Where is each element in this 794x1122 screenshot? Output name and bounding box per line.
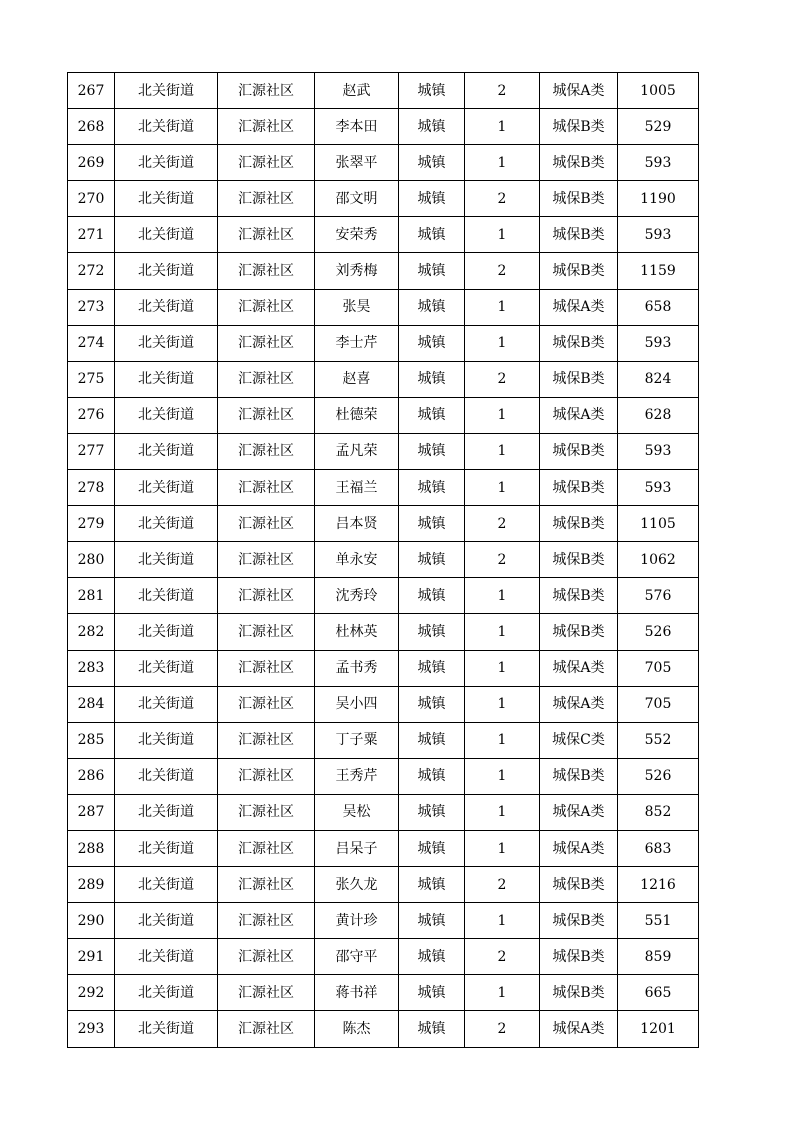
serial-number-cell: 269 <box>68 145 115 181</box>
serial-number-cell: 290 <box>68 903 115 939</box>
table-row <box>68 470 699 506</box>
area-type-cell: 城镇 <box>399 903 465 939</box>
name-cell: 邵文明 <box>315 181 399 217</box>
name-cell: 吴松 <box>315 794 399 830</box>
name-cell: 刘秀梅 <box>315 253 399 289</box>
name-cell: 孟书秀 <box>315 650 399 686</box>
area-type-cell: 城镇 <box>399 433 465 469</box>
name-cell: 杜德荣 <box>315 397 399 433</box>
table-row <box>68 109 699 145</box>
subdistrict-cell: 北关街道 <box>115 903 218 939</box>
serial-number-cell: 293 <box>68 1011 115 1047</box>
subdistrict-cell: 北关街道 <box>115 614 218 650</box>
household-size-cell: 1 <box>465 145 540 181</box>
area-type-cell: 城镇 <box>399 867 465 903</box>
area-type-cell: 城镇 <box>399 361 465 397</box>
name-cell: 赵武 <box>315 73 399 109</box>
household-size-cell: 1 <box>465 289 540 325</box>
amount-cell: 576 <box>618 578 699 614</box>
household-size-cell: 1 <box>465 975 540 1011</box>
category-cell: 城保C类 <box>540 722 618 758</box>
serial-number-cell: 275 <box>68 361 115 397</box>
category-cell: 城保B类 <box>540 217 618 253</box>
table-row <box>68 542 699 578</box>
household-size-cell: 1 <box>465 650 540 686</box>
community-cell: 汇源社区 <box>218 903 315 939</box>
serial-number-cell: 286 <box>68 758 115 794</box>
serial-number-cell: 271 <box>68 217 115 253</box>
category-cell: 城保B类 <box>540 867 618 903</box>
amount-cell: 628 <box>618 397 699 433</box>
household-size-cell: 1 <box>465 722 540 758</box>
table-row <box>68 794 699 830</box>
category-cell: 城保A类 <box>540 397 618 433</box>
table-row <box>68 325 699 361</box>
table-row <box>68 903 699 939</box>
subdistrict-cell: 北关街道 <box>115 506 218 542</box>
subdistrict-cell: 北关街道 <box>115 830 218 866</box>
amount-cell: 529 <box>618 109 699 145</box>
amount-cell: 683 <box>618 830 699 866</box>
subdistrict-cell: 北关街道 <box>115 217 218 253</box>
table-body <box>68 73 699 1048</box>
household-size-cell: 2 <box>465 361 540 397</box>
subdistrict-cell: 北关街道 <box>115 794 218 830</box>
category-cell: 城保B类 <box>540 109 618 145</box>
subdistrict-cell: 北关街道 <box>115 650 218 686</box>
subdistrict-cell: 北关街道 <box>115 939 218 975</box>
table-row <box>68 181 699 217</box>
serial-number-cell: 267 <box>68 73 115 109</box>
amount-cell: 705 <box>618 686 699 722</box>
subdistrict-cell: 北关街道 <box>115 109 218 145</box>
area-type-cell: 城镇 <box>399 217 465 253</box>
category-cell: 城保A类 <box>540 686 618 722</box>
community-cell: 汇源社区 <box>218 181 315 217</box>
amount-cell: 1201 <box>618 1011 699 1047</box>
name-cell: 王福兰 <box>315 470 399 506</box>
area-type-cell: 城镇 <box>399 614 465 650</box>
community-cell: 汇源社区 <box>218 1011 315 1047</box>
name-cell: 张昊 <box>315 289 399 325</box>
area-type-cell: 城镇 <box>399 506 465 542</box>
table-row <box>68 145 699 181</box>
serial-number-cell: 288 <box>68 830 115 866</box>
serial-number-cell: 291 <box>68 939 115 975</box>
household-size-cell: 1 <box>465 578 540 614</box>
amount-cell: 658 <box>618 289 699 325</box>
community-cell: 汇源社区 <box>218 217 315 253</box>
subdistrict-cell: 北关街道 <box>115 361 218 397</box>
name-cell: 陈杰 <box>315 1011 399 1047</box>
serial-number-cell: 287 <box>68 794 115 830</box>
subdistrict-cell: 北关街道 <box>115 722 218 758</box>
community-cell: 汇源社区 <box>218 470 315 506</box>
community-cell: 汇源社区 <box>218 867 315 903</box>
area-type-cell: 城镇 <box>399 758 465 794</box>
name-cell: 沈秀玲 <box>315 578 399 614</box>
category-cell: 城保B类 <box>540 433 618 469</box>
serial-number-cell: 289 <box>68 867 115 903</box>
area-type-cell: 城镇 <box>399 253 465 289</box>
category-cell: 城保A类 <box>540 650 618 686</box>
name-cell: 张翠平 <box>315 145 399 181</box>
table-row <box>68 217 699 253</box>
name-cell: 孟凡荣 <box>315 433 399 469</box>
serial-number-cell: 273 <box>68 289 115 325</box>
household-size-cell: 1 <box>465 109 540 145</box>
name-cell: 王秀芹 <box>315 758 399 794</box>
category-cell: 城保A类 <box>540 794 618 830</box>
subdistrict-cell: 北关街道 <box>115 253 218 289</box>
community-cell: 汇源社区 <box>218 289 315 325</box>
amount-cell: 1190 <box>618 181 699 217</box>
serial-number-cell: 280 <box>68 542 115 578</box>
serial-number-cell: 270 <box>68 181 115 217</box>
category-cell: 城保A类 <box>540 830 618 866</box>
name-cell: 丁子粟 <box>315 722 399 758</box>
area-type-cell: 城镇 <box>399 1011 465 1047</box>
table-row <box>68 578 699 614</box>
table-row <box>68 1011 699 1047</box>
subdistrict-cell: 北关街道 <box>115 758 218 794</box>
household-size-cell: 1 <box>465 217 540 253</box>
category-cell: 城保A类 <box>540 73 618 109</box>
community-cell: 汇源社区 <box>218 506 315 542</box>
household-size-cell: 1 <box>465 830 540 866</box>
table-row <box>68 253 699 289</box>
household-size-cell: 2 <box>465 253 540 289</box>
table-row <box>68 650 699 686</box>
name-cell: 杜林英 <box>315 614 399 650</box>
area-type-cell: 城镇 <box>399 830 465 866</box>
name-cell: 蒋书祥 <box>315 975 399 1011</box>
table-row <box>68 614 699 650</box>
category-cell: 城保A类 <box>540 1011 618 1047</box>
category-cell: 城保B类 <box>540 542 618 578</box>
area-type-cell: 城镇 <box>399 542 465 578</box>
community-cell: 汇源社区 <box>218 614 315 650</box>
serial-number-cell: 284 <box>68 686 115 722</box>
household-size-cell: 2 <box>465 181 540 217</box>
table-row <box>68 506 699 542</box>
area-type-cell: 城镇 <box>399 975 465 1011</box>
name-cell: 安荣秀 <box>315 217 399 253</box>
category-cell: 城保B类 <box>540 181 618 217</box>
category-cell: 城保B类 <box>540 145 618 181</box>
community-cell: 汇源社区 <box>218 794 315 830</box>
community-cell: 汇源社区 <box>218 397 315 433</box>
category-cell: 城保B类 <box>540 506 618 542</box>
area-type-cell: 城镇 <box>399 181 465 217</box>
category-cell: 城保B类 <box>540 325 618 361</box>
amount-cell: 593 <box>618 325 699 361</box>
name-cell: 李本田 <box>315 109 399 145</box>
community-cell: 汇源社区 <box>218 325 315 361</box>
area-type-cell: 城镇 <box>399 939 465 975</box>
household-size-cell: 1 <box>465 758 540 794</box>
category-cell: 城保B类 <box>540 578 618 614</box>
amount-cell: 552 <box>618 722 699 758</box>
serial-number-cell: 278 <box>68 470 115 506</box>
amount-cell: 824 <box>618 361 699 397</box>
household-size-cell: 1 <box>465 686 540 722</box>
name-cell: 李士芹 <box>315 325 399 361</box>
serial-number-cell: 292 <box>68 975 115 1011</box>
community-cell: 汇源社区 <box>218 939 315 975</box>
subdistrict-cell: 北关街道 <box>115 867 218 903</box>
category-cell: 城保B类 <box>540 253 618 289</box>
household-size-cell: 1 <box>465 470 540 506</box>
category-cell: 城保B类 <box>540 614 618 650</box>
area-type-cell: 城镇 <box>399 686 465 722</box>
area-type-cell: 城镇 <box>399 325 465 361</box>
amount-cell: 593 <box>618 433 699 469</box>
category-cell: 城保B类 <box>540 975 618 1011</box>
amount-cell: 859 <box>618 939 699 975</box>
area-type-cell: 城镇 <box>399 145 465 181</box>
category-cell: 城保A类 <box>540 289 618 325</box>
community-cell: 汇源社区 <box>218 650 315 686</box>
subdistrict-cell: 北关街道 <box>115 433 218 469</box>
subdistrict-cell: 北关街道 <box>115 470 218 506</box>
table-row <box>68 939 699 975</box>
area-type-cell: 城镇 <box>399 650 465 686</box>
serial-number-cell: 274 <box>68 325 115 361</box>
community-cell: 汇源社区 <box>218 433 315 469</box>
name-cell: 吕本贤 <box>315 506 399 542</box>
amount-cell: 705 <box>618 650 699 686</box>
serial-number-cell: 281 <box>68 578 115 614</box>
table-row <box>68 975 699 1011</box>
table-row <box>68 361 699 397</box>
amount-cell: 593 <box>618 217 699 253</box>
area-type-cell: 城镇 <box>399 109 465 145</box>
table-row <box>68 73 699 109</box>
household-size-cell: 1 <box>465 614 540 650</box>
household-size-cell: 2 <box>465 506 540 542</box>
serial-number-cell: 276 <box>68 397 115 433</box>
subdistrict-cell: 北关街道 <box>115 1011 218 1047</box>
household-size-cell: 2 <box>465 867 540 903</box>
amount-cell: 1062 <box>618 542 699 578</box>
serial-number-cell: 283 <box>68 650 115 686</box>
community-cell: 汇源社区 <box>218 542 315 578</box>
table-row <box>68 830 699 866</box>
subdistrict-cell: 北关街道 <box>115 542 218 578</box>
table-row <box>68 433 699 469</box>
amount-cell: 526 <box>618 614 699 650</box>
name-cell: 吕呆子 <box>315 830 399 866</box>
subdistrict-cell: 北关街道 <box>115 289 218 325</box>
subdistrict-cell: 北关街道 <box>115 73 218 109</box>
household-size-cell: 1 <box>465 433 540 469</box>
table-row <box>68 686 699 722</box>
area-type-cell: 城镇 <box>399 73 465 109</box>
data-table <box>67 72 699 1048</box>
serial-number-cell: 277 <box>68 433 115 469</box>
household-size-cell: 2 <box>465 939 540 975</box>
area-type-cell: 城镇 <box>399 289 465 325</box>
community-cell: 汇源社区 <box>218 578 315 614</box>
area-type-cell: 城镇 <box>399 794 465 830</box>
table-row <box>68 867 699 903</box>
community-cell: 汇源社区 <box>218 830 315 866</box>
amount-cell: 526 <box>618 758 699 794</box>
household-size-cell: 2 <box>465 1011 540 1047</box>
serial-number-cell: 279 <box>68 506 115 542</box>
serial-number-cell: 282 <box>68 614 115 650</box>
subdistrict-cell: 北关街道 <box>115 181 218 217</box>
area-type-cell: 城镇 <box>399 578 465 614</box>
category-cell: 城保B类 <box>540 470 618 506</box>
name-cell: 黄计珍 <box>315 903 399 939</box>
community-cell: 汇源社区 <box>218 145 315 181</box>
name-cell: 邵守平 <box>315 939 399 975</box>
subdistrict-cell: 北关街道 <box>115 975 218 1011</box>
community-cell: 汇源社区 <box>218 73 315 109</box>
area-type-cell: 城镇 <box>399 470 465 506</box>
household-size-cell: 1 <box>465 903 540 939</box>
household-size-cell: 1 <box>465 794 540 830</box>
subdistrict-cell: 北关街道 <box>115 686 218 722</box>
household-size-cell: 1 <box>465 397 540 433</box>
area-type-cell: 城镇 <box>399 397 465 433</box>
amount-cell: 593 <box>618 470 699 506</box>
amount-cell: 593 <box>618 145 699 181</box>
serial-number-cell: 272 <box>68 253 115 289</box>
amount-cell: 1159 <box>618 253 699 289</box>
category-cell: 城保B类 <box>540 758 618 794</box>
household-size-cell: 2 <box>465 542 540 578</box>
name-cell: 吴小四 <box>315 686 399 722</box>
serial-number-cell: 268 <box>68 109 115 145</box>
serial-number-cell: 285 <box>68 722 115 758</box>
table-row <box>68 758 699 794</box>
amount-cell: 852 <box>618 794 699 830</box>
category-cell: 城保B类 <box>540 939 618 975</box>
amount-cell: 551 <box>618 903 699 939</box>
table-row <box>68 289 699 325</box>
community-cell: 汇源社区 <box>218 109 315 145</box>
household-size-cell: 2 <box>465 73 540 109</box>
subdistrict-cell: 北关街道 <box>115 397 218 433</box>
community-cell: 汇源社区 <box>218 722 315 758</box>
category-cell: 城保B类 <box>540 361 618 397</box>
amount-cell: 1005 <box>618 73 699 109</box>
subdistrict-cell: 北关街道 <box>115 578 218 614</box>
table-row <box>68 722 699 758</box>
community-cell: 汇源社区 <box>218 975 315 1011</box>
table-row <box>68 397 699 433</box>
subdistrict-cell: 北关街道 <box>115 145 218 181</box>
community-cell: 汇源社区 <box>218 758 315 794</box>
community-cell: 汇源社区 <box>218 253 315 289</box>
subdistrict-cell: 北关街道 <box>115 325 218 361</box>
name-cell: 张久龙 <box>315 867 399 903</box>
community-cell: 汇源社区 <box>218 686 315 722</box>
category-cell: 城保B类 <box>540 903 618 939</box>
amount-cell: 1105 <box>618 506 699 542</box>
area-type-cell: 城镇 <box>399 722 465 758</box>
household-size-cell: 1 <box>465 325 540 361</box>
amount-cell: 665 <box>618 975 699 1011</box>
name-cell: 赵喜 <box>315 361 399 397</box>
community-cell: 汇源社区 <box>218 361 315 397</box>
amount-cell: 1216 <box>618 867 699 903</box>
name-cell: 单永安 <box>315 542 399 578</box>
